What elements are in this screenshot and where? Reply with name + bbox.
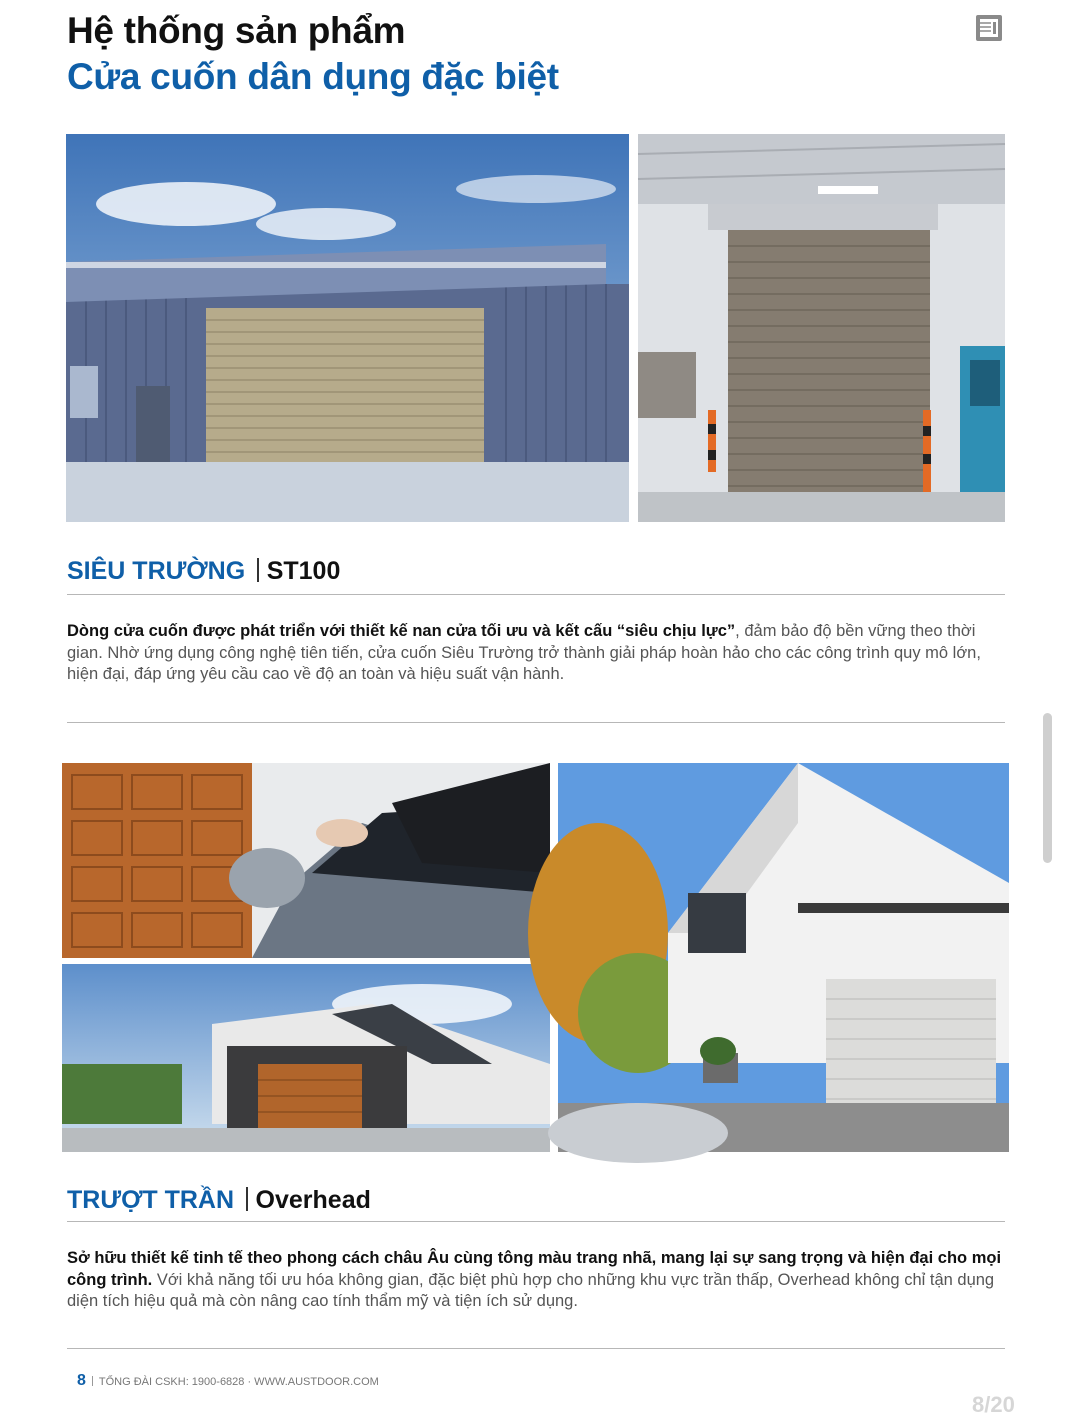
page-counter: 8/20 [972, 1392, 1015, 1417]
warehouse-exterior-photo [66, 134, 629, 522]
section-title-sieu-truong [67, 557, 340, 586]
section-description [67, 1248, 1007, 1313]
description-body: , đảm bảo độ bền vững theo thời gian. Nhờ ứng dụng công nghệ tiên tiến, cửa cuốn Siêu Trường trở thành giải pháp hoàn hảo cho các công trình quy mô lớn, hiện đại, đáp ứng yêu cầu cao về độ an toàn và hiệu suất vận hành. [67, 622, 981, 683]
garage-remote-photo [62, 763, 550, 958]
title-divider [246, 1187, 248, 1211]
footer-divider [92, 1376, 93, 1386]
warehouse-interior-photo [638, 134, 1005, 522]
section-model: ST100 [266, 557, 341, 585]
divider [67, 594, 1005, 595]
page-subtitle: Cửa cuốn dân dụng đặc biệt [67, 56, 559, 97]
description-body: Với khả năng tối ưu hóa không gian, đặc biệt phù hợp cho những khu vực trần thấp, Overhead không chỉ tận dụng diện tích hiệu quả mà còn nâng cao tính thẩm mỹ và tiện ích sử dụng. [67, 1270, 995, 1310]
divider [67, 722, 1005, 723]
door-icon [975, 14, 1003, 42]
section-description [67, 621, 1007, 686]
page-number: 8 [77, 1372, 86, 1389]
section-title-truot-tran [67, 1186, 371, 1215]
page-footer [77, 1372, 379, 1390]
section-category: SIÊU TRƯỜNG [67, 557, 246, 585]
title-divider [257, 558, 259, 582]
scrollbar-thumb[interactable] [1043, 713, 1052, 863]
description-highlight: Dòng cửa cuốn được phát triển với thiết kế nan cửa tối ưu và kết cấu “siêu chịu lực” [67, 622, 736, 640]
divider [67, 1348, 1005, 1349]
footer-contact: TỔNG ĐÀI CSKH: 1900-6828 · WWW.AUSTDOOR.COM [98, 1376, 379, 1388]
white-house-garage-photo [558, 763, 1009, 1152]
description-highlight: Sở hữu thiết kế tinh tế theo phong cách châu Âu cùng tông màu trang nhã, mang lại sự sang trọng và hiện đại cho mọi công trình. [67, 1249, 1002, 1289]
modern-house-garage-photo [62, 964, 550, 1152]
page-title: Hệ thống sản phẩm [67, 10, 406, 51]
section-category: TRƯỢT TRẦN [67, 1186, 235, 1214]
divider [67, 1221, 1005, 1222]
section-model: Overhead [255, 1186, 371, 1214]
